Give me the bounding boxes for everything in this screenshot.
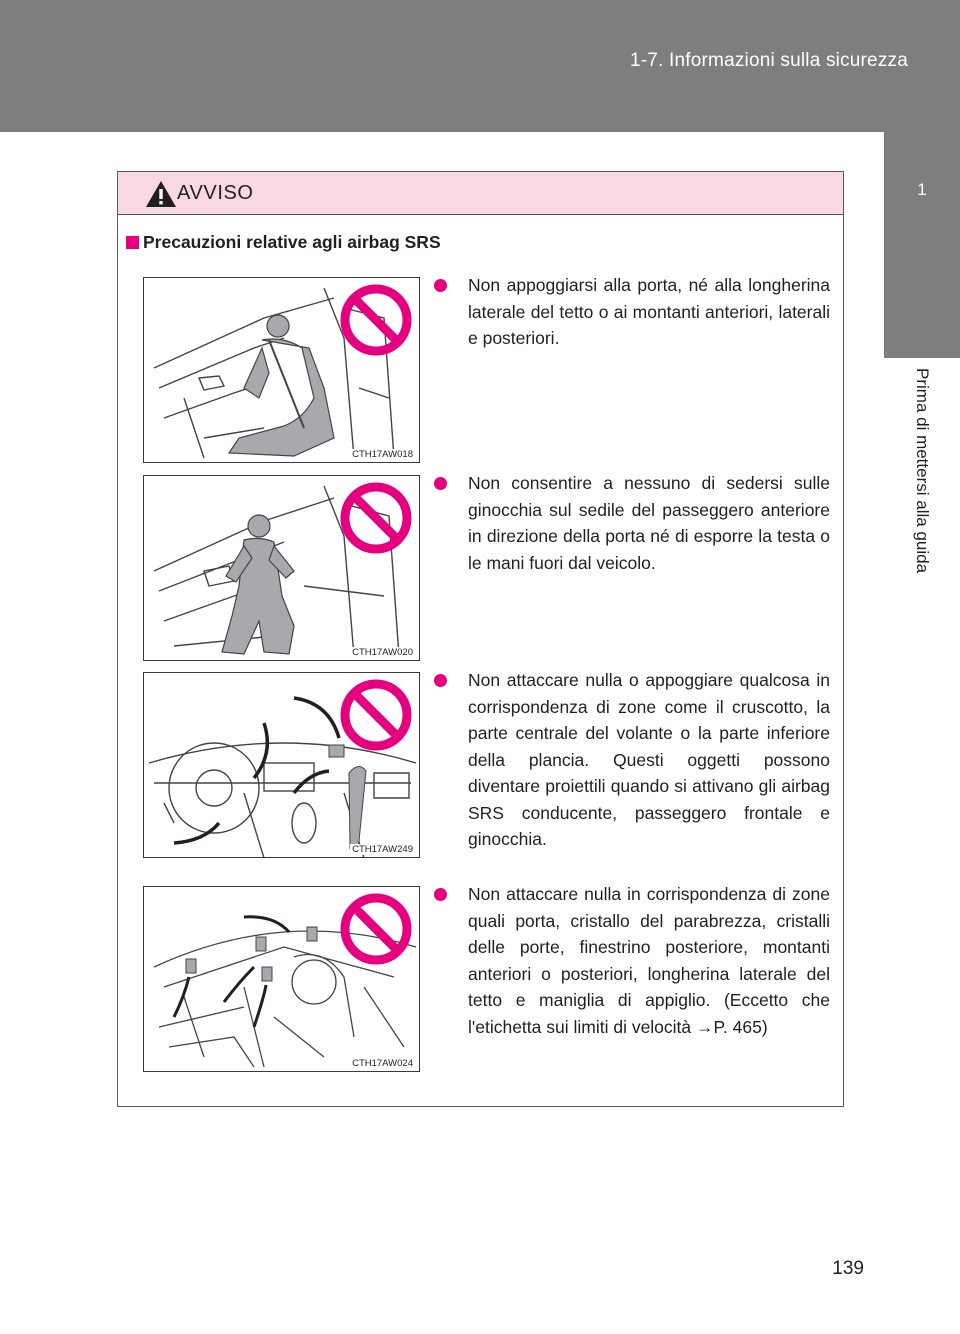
chapter-number: 1 [917, 180, 927, 199]
illustration-kneeling-seat [143, 475, 420, 661]
square-bullet-icon [126, 236, 139, 249]
prohibition-icon [345, 487, 407, 549]
item-text: Non appoggiarsi alla porta, né alla longherina laterale del tetto o ai montanti anteriori, laterali e posteriori. [468, 275, 830, 348]
item-text: Non attaccare nulla o appoggiare qualcosa in corrispondenza di zone come il cruscotto, la parte centrale del volante o la parte inferiore della plancia. Questi oggetti possono diventare proiettili quando si attivano gli airbag SRS conducente, passeggero frontale e ginocchia. [468, 670, 830, 849]
image-code: CTH17AW249 [352, 844, 413, 855]
round-bullet-icon [434, 477, 447, 490]
illustration-dashboard [143, 672, 420, 858]
warning-box [117, 171, 844, 1107]
round-bullet-icon [434, 279, 447, 292]
prohibition-icon [345, 898, 407, 960]
prohibition-icon [345, 289, 407, 351]
warning-header [118, 172, 843, 215]
item-text: Non attaccare nulla in corrispondenza di zone quali porta, cristallo del parabrezza, cristalli delle porte, finestrino posteriore, montanti anteriori o posteriori, longherina laterale del tetto e maniglia di appiglio. (Eccetto che l'etichetta sui limiti di velocità →P. 465) [468, 884, 830, 1037]
round-bullet-icon [434, 674, 447, 687]
chapter-title: Prima di mettersi alla guida [913, 368, 932, 574]
warning-title: AVVISO [177, 182, 254, 204]
list-item [434, 881, 830, 1040]
section-title: 1-7. Informazioni sulla sicurezza [630, 50, 908, 71]
chapter-title-tab [884, 358, 960, 878]
subheading [126, 232, 441, 253]
list-item [434, 667, 830, 853]
illustration-interior [143, 886, 420, 1072]
subheading-text: Precauzioni relative agli airbag SRS [143, 232, 441, 252]
image-code: CTH17AW020 [352, 647, 413, 658]
item-text: Non consentire a nessuno di sedersi sulle ginocchia sul sedile del passeggero anteriore in direzione della porta né di esporre la testa o le mani fuori dal veicolo. [468, 473, 830, 573]
chapter-tab [884, 132, 960, 358]
image-code: CTH17AW018 [352, 449, 413, 460]
round-bullet-icon [434, 888, 447, 901]
illustration-leaning-door [143, 277, 420, 463]
prohibition-icon [345, 684, 407, 746]
list-item [434, 470, 830, 576]
page-number: 139 [832, 1258, 864, 1279]
warning-triangle-icon [145, 180, 177, 208]
image-code: CTH17AW024 [352, 1058, 413, 1069]
list-item [434, 272, 830, 352]
